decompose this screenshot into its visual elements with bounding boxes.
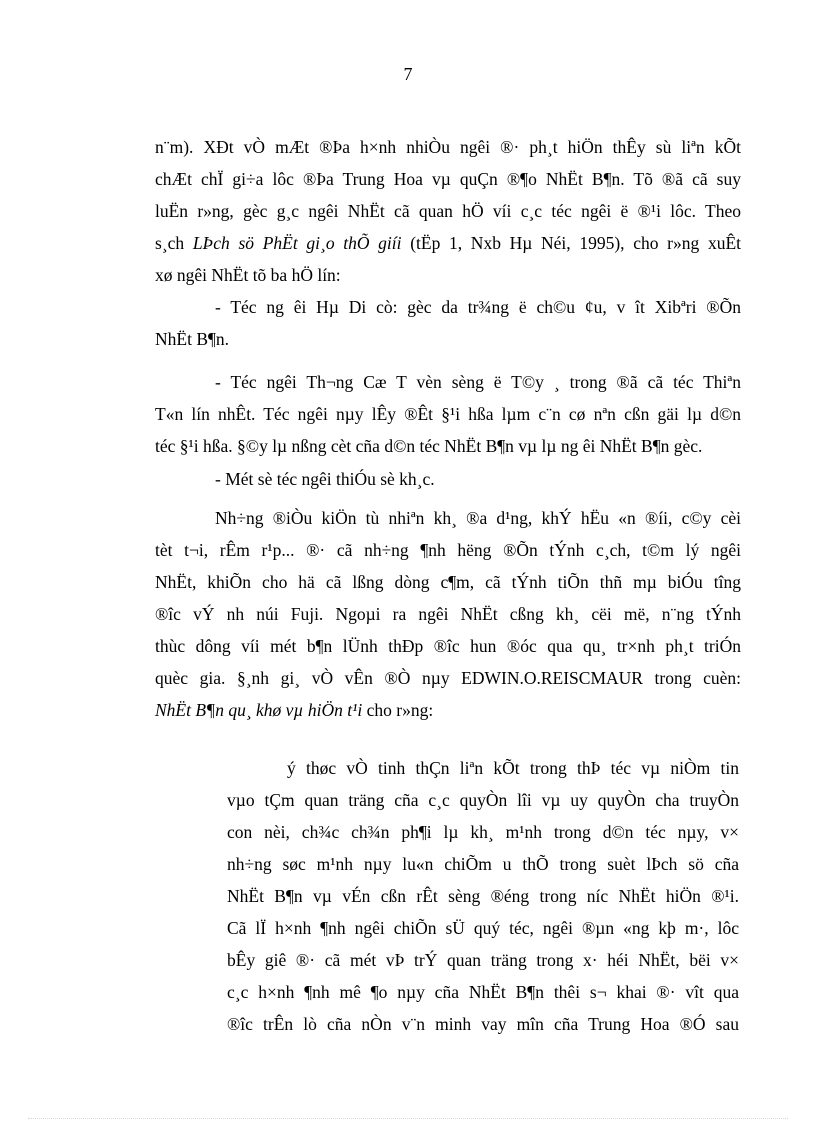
list-item-2 xyxy=(155,366,741,462)
book-title-japan: NhËt B¶n qu¸ khø vµ hiÖn t¹i xyxy=(155,700,363,720)
paragraph-2-line-7 xyxy=(155,694,741,726)
paragraph-1-line-1: n¨m). XÐt vÒ mÆt ®Þa h×nh nhiÒu ngêi ®· ph¸t hiÖn thÊy sù liªn kÕt xyxy=(155,137,741,157)
quote-line-6: Cã lÏ h×nh ¶nh ngêi chiÕn sÜ quý téc, ngêi ®µn «ng kþ m·, lôc xyxy=(227,918,739,938)
quote-line-8: c¸c h×nh ¶nh mê ¶o nµy cña NhËt B¶n thêi s¬ khai ®· vît qua xyxy=(227,982,739,1002)
page-edge-divider xyxy=(28,1118,788,1119)
paragraph-2 xyxy=(155,502,741,726)
paragraph-1 xyxy=(155,131,741,291)
quote-line-9: ®îc trÊn lò cña nÒn v¨n minh vay mîn cña Trung Hoa ®Ó sau xyxy=(227,1014,739,1034)
line-4-lead: s¸ch xyxy=(155,233,193,253)
paragraph-1-line-4 xyxy=(155,227,741,259)
quote-line-7: bÊy giê ®· cã mét vÞ trÝ quan träng trong x· héi NhËt, bëi v× xyxy=(227,950,739,970)
line-7-tail: cho r»ng: xyxy=(362,700,434,720)
page-number: 7 xyxy=(403,64,413,84)
paragraph-2-line-3: NhËt, khiÕn cho hä cã lßng dòng c¶m, cã tÝnh tiÕn thñ mµ biÓu tîng xyxy=(155,572,741,592)
book-title-history: LÞch sö PhËt gi¸o thÕ giíi xyxy=(192,233,402,253)
paragraph-2-line-2: tèt t¬i, rÊm r¹p... ®· cã nh÷ng ¶nh hëng ®Õn tÝnh c¸ch, t©m lý ngêi xyxy=(155,540,741,560)
line-4-tail: (tËp 1, Nxb Hµ Néi, 1995), cho r»ng xuÊt xyxy=(401,233,741,253)
quote-line-5: NhËt B¶n vµ vÉn cßn rÊt sèng ®éng trong níc NhËt hiÖn ®¹i. xyxy=(227,886,739,906)
quote-line-4: nh÷ng søc m¹nh nµy lu«n chiÕm u thÕ trong suèt lÞch sö cña xyxy=(227,854,739,874)
list-item-2-line-2: T«n lín nhÊt. Téc ngêi nµy lÊy ®Êt §¹i hßa lµm c¨n cø nªn cßn gäi lµ d©n xyxy=(155,404,741,424)
list-item-2-line-1: - Téc ngêi Th¬ng Cæ T vèn sèng ë T©y ¸ trong ®ã cã téc Thiªn xyxy=(215,372,741,392)
list-item-1-line-1: - Téc ng êi Hµ Di cò: gèc da tr¾ng ë ch©u ¢u, v ît Xibªri ®Õn xyxy=(215,297,741,317)
paragraph-1-line-5: xø ngêi NhËt tõ ba hÖ lín: xyxy=(155,265,341,285)
paragraph-1-line-3: luËn r»ng, gèc g¸c ngêi NhËt cã quan hÖ víi c¸c téc ngêi ë ®¹i lôc. Theo xyxy=(155,201,741,221)
list-item-3-line-1: - Mét sè téc ngêi thiÓu sè kh¸c. xyxy=(215,469,435,489)
list-item-2-line-3: téc §¹i hßa. §©y lµ nßng cèt cña d©n téc NhËt B¶n vµ lµ ng êi NhËt B¶n gèc. xyxy=(155,436,703,456)
paragraph-2-line-4: ®îc vÝ nh núi Fuji. Ngoµi ra ngêi NhËt cßng kh¸ cëi më, n¨ng tÝnh xyxy=(155,604,741,624)
paragraph-2-line-1: Nh÷ng ®iÒu kiÖn tù nhiªn kh¸ ®a d¹ng, khÝ hËu «n ®íi, c©y cèi xyxy=(215,508,741,528)
list-item-3 xyxy=(155,463,741,495)
quote-line-1: ý thøc vÒ tinh thÇn liªn kÕt trong thÞ téc vµ niÒm tin xyxy=(287,758,739,778)
list-item-1 xyxy=(155,291,741,355)
quote-line-2: vµo tÇm quan träng cña c¸c quyÒn lîi vµ uy quyÒn cha truyÒn xyxy=(227,790,739,810)
block-quote xyxy=(227,752,739,1040)
quote-line-3: con nèi, ch¾c ch¾n ph¶i lµ kh¸ m¹nh trong d©n téc nµy, v× xyxy=(227,822,739,842)
paragraph-2-line-6: quèc gia. §¸nh gi¸ vÒ vÊn ®Ò nµy EDWIN.O.REISCMAUR trong cuèn: xyxy=(155,668,741,688)
paragraph-2-line-5: thùc dông víi mét b¶n lÜnh thÐp ®îc hun ®óc qua qu¸ tr×nh ph¸t triÓn xyxy=(155,636,741,656)
paragraph-1-line-2: chÆt chÏ gi÷a lôc ®Þa Trung Hoa vµ quÇn ®¶o NhËt B¶n. Tõ ®ã cã suy xyxy=(155,169,741,189)
list-item-1-line-2: NhËt B¶n. xyxy=(155,329,230,349)
